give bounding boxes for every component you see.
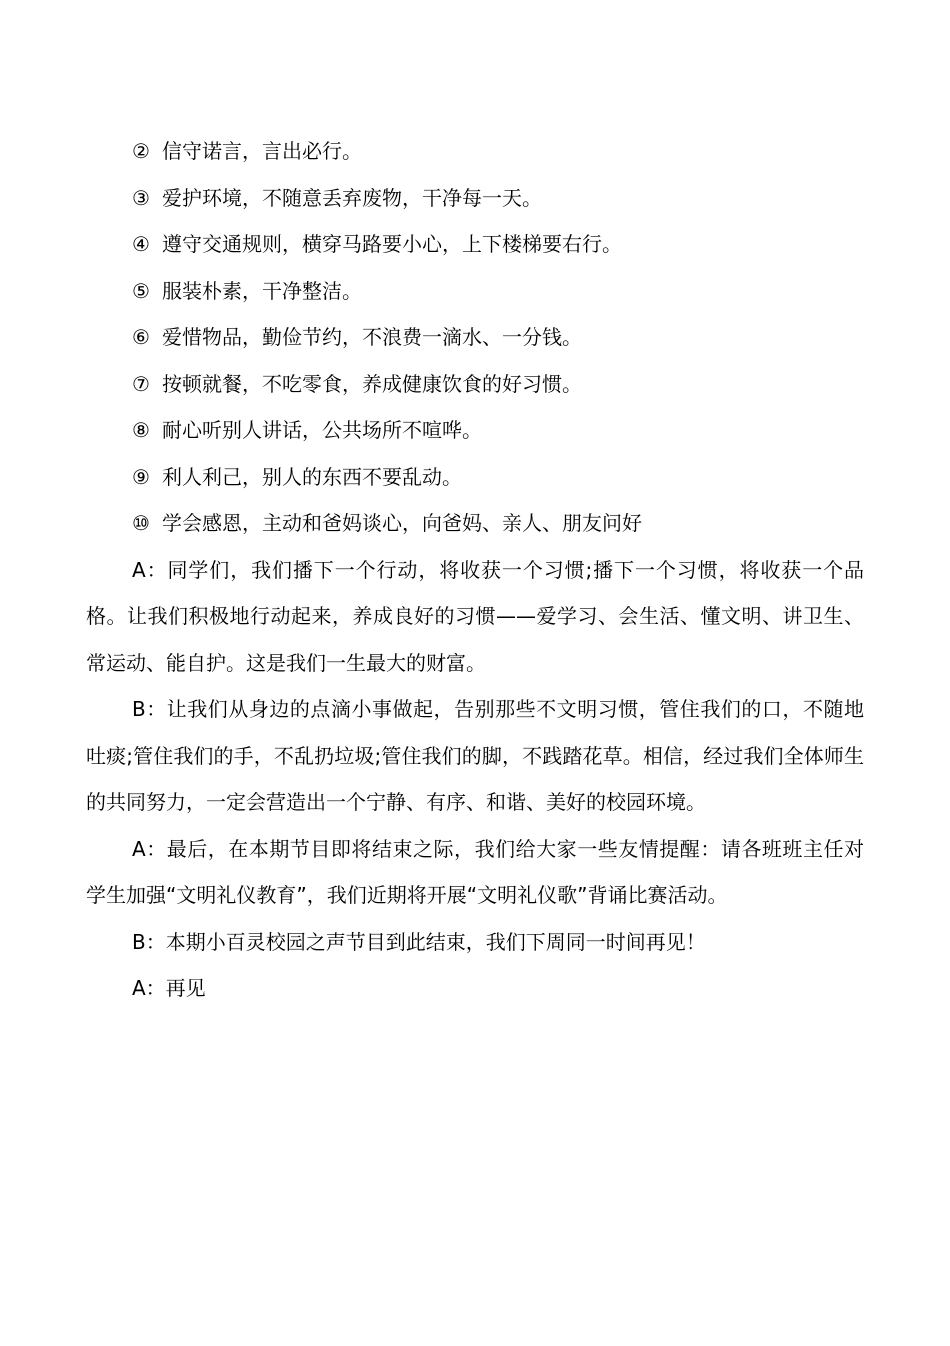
list-text: 服装朴素，干净整洁。 bbox=[162, 278, 362, 303]
list-number: ② bbox=[132, 139, 150, 163]
list-number: ⑦ bbox=[132, 371, 150, 396]
list-item bbox=[86, 454, 864, 501]
list-number: ⑨ bbox=[132, 464, 150, 489]
list-text: 爱护环境，不随意丢弃废物，干净每一天。 bbox=[162, 185, 542, 210]
list-text: 遵守交通规则，横穿马路要小心，上下楼梯要右行。 bbox=[162, 232, 622, 256]
rules-list bbox=[86, 128, 864, 547]
list-item bbox=[86, 500, 864, 547]
list-item bbox=[86, 175, 864, 222]
dialogue-paragraph: B：让我们从身边的点滴小事做起，告别那些不文明习惯，管住我们的口，不随地吐痰;管住我们的手，不乱扔垃圾;管住我们的脚，不践踏花草。相信，经过我们全体师生的共同努力，一定会营造出一个宁静、有序、和谐、美好的校园环境。 bbox=[86, 697, 864, 814]
list-item bbox=[86, 361, 864, 408]
list-text: 爱惜物品，勤俭节约，不浪费一滴水、一分钱。 bbox=[162, 325, 582, 349]
dialogue-paragraph: A：最后，在本期节目即将结束之际，我们给大家一些友情提醒：请各班班主任对学生加强“文明礼仪教育”，我们近期将开展“文明礼仪歌”背诵比赛活动。 bbox=[86, 836, 864, 907]
list-number: ⑧ bbox=[132, 418, 150, 442]
list-text: 耐心听别人讲话，公共场所不喧哗。 bbox=[162, 418, 482, 442]
list-item bbox=[86, 221, 864, 268]
list-text: 利人利己，别人的东西不要乱动。 bbox=[162, 464, 462, 489]
dialogue-paragraph: A：再见 bbox=[132, 976, 206, 1000]
dialogue-paragraph: B：本期小百灵校园之声节目到此结束，我们下周同一时间再见！ bbox=[132, 929, 706, 954]
list-text: 学会感恩，主动和爸妈谈心，向爸妈、亲人、朋友问好 bbox=[162, 511, 642, 535]
list-number: ⑤ bbox=[132, 278, 150, 303]
list-item bbox=[86, 128, 864, 175]
list-item bbox=[86, 314, 864, 361]
list-item bbox=[86, 407, 864, 454]
dialogue-section bbox=[86, 547, 864, 1012]
list-number: ④ bbox=[132, 232, 150, 256]
list-number: ⑩ bbox=[132, 511, 150, 535]
list-item bbox=[86, 268, 864, 315]
list-number: ⑥ bbox=[132, 325, 150, 349]
list-text: 按顿就餐，不吃零食，养成健康饮食的好习惯。 bbox=[162, 371, 582, 396]
list-text: 信守诺言，言出必行。 bbox=[162, 139, 362, 163]
dialogue-paragraph: A：同学们，我们播下一个行动，将收获一个习惯;播下一个习惯，将收获一个品格。让我们积极地行动起来，养成良好的习惯——爱学习、会生活、懂文明、讲卫生、常运动、能自护。这是我们一生最大的财富。 bbox=[86, 557, 864, 675]
list-number: ③ bbox=[132, 185, 150, 210]
